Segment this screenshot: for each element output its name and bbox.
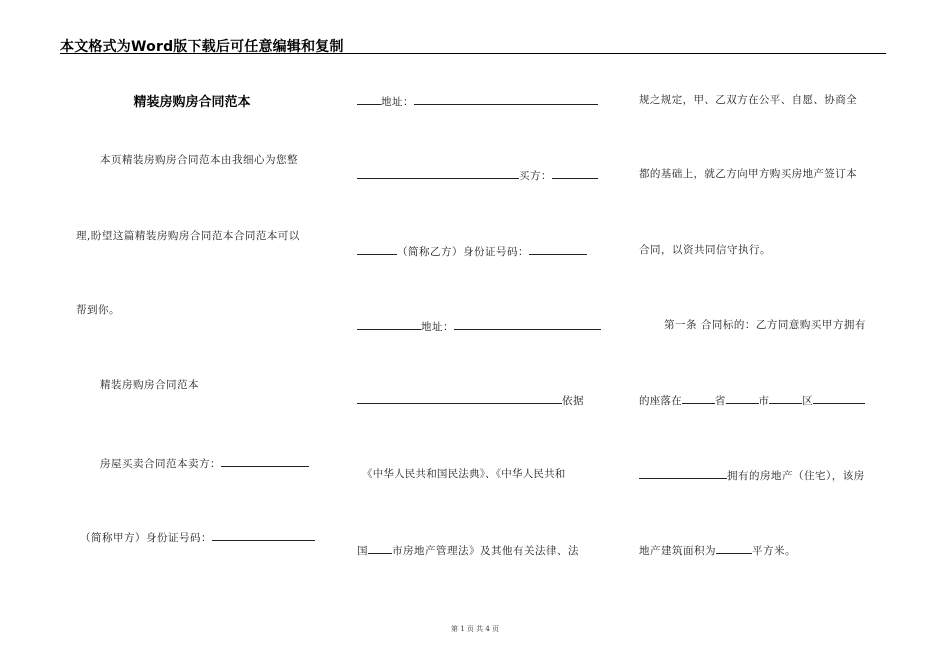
country-text: 国 [357, 545, 368, 557]
paragraph-line: 精装房购房合同范本 [100, 379, 199, 391]
city-blank [368, 542, 392, 554]
buyer-id-line [357, 243, 587, 259]
seller-label: 房屋买卖合同范本卖方： [100, 458, 221, 470]
city-label: 市 [758, 395, 770, 407]
district-blank [769, 392, 802, 404]
seller-id-line [80, 529, 315, 545]
city-law-line [357, 542, 579, 558]
basis-blank [357, 392, 562, 404]
seller-address-blank [414, 93, 598, 105]
buyer-address-blank [454, 318, 601, 330]
page-number: 第 1 页 共 4 页 [450, 625, 500, 633]
area-blank [716, 542, 752, 554]
province-blank [682, 392, 715, 404]
basis-label: 依据 [562, 395, 584, 407]
paragraph-line: 都的基础上，就乙方向甲方购买房地产签订本 [639, 168, 857, 180]
buyer-line [357, 167, 598, 183]
buyer-address-prefix-blank [357, 318, 421, 330]
banner-divider [60, 53, 886, 54]
article-one-line: 第一条 合同标的：乙方同意购买甲方拥有 [664, 319, 866, 331]
paragraph-line: 帮到你。 [76, 304, 120, 316]
district-label: 区 [802, 395, 813, 407]
paragraph-line: 理,盼望这篇精装房购房合同范本合同范本可以 [76, 230, 300, 242]
paragraph-line: 合同，以资共同信守执行。 [639, 244, 771, 256]
buyer-label: 买方： [519, 170, 552, 182]
seller-address-line [357, 93, 598, 109]
buyer-blank [552, 167, 598, 179]
seller-id-blank [212, 529, 315, 541]
document-title: 精装房购房合同范本 [133, 95, 251, 110]
owner-blank [639, 467, 727, 479]
buyer-id-label: （简称乙方）身份证号码： [397, 246, 529, 258]
seller-blank [221, 455, 309, 467]
seller-line [100, 455, 309, 471]
basis-line [357, 392, 584, 408]
area-label: 地产建筑面积为 [639, 545, 716, 557]
buyer-id-blank [529, 243, 587, 255]
city-law-text: 市房地产管理法》及其他有关法律、法 [392, 545, 579, 557]
buyer-prefix-blank [357, 167, 519, 179]
province-label: 省 [714, 395, 726, 407]
area-unit: 平方米。 [752, 545, 796, 557]
paragraph-line: 《中华人民共和国民法典》、《中华人民共和 [362, 468, 566, 480]
seller-id-label: （简称甲方）身份证号码： [80, 532, 212, 544]
location-line [639, 392, 865, 408]
property-text: 拥有的房地产（住宅），该房 [727, 470, 865, 482]
buyer-address-line [357, 318, 601, 334]
property-line [639, 467, 865, 483]
area-line [639, 542, 796, 558]
address-prefix-blank [357, 93, 381, 105]
city-blank [726, 392, 759, 404]
district-detail-blank [813, 392, 865, 404]
paragraph-line: 规之规定，甲、乙双方在公平、自愿、协商全 [639, 94, 857, 106]
address-label: 地址： [421, 321, 454, 333]
location-label: 的座落在 [639, 395, 682, 407]
buyer-id-prefix-blank [357, 243, 397, 255]
address-label: 地址： [381, 96, 414, 108]
paragraph-line: 本页精装房购房合同范本由我细心为您整 [100, 154, 298, 166]
document-banner: 本文格式为Word版下载后可任意编辑和复制 [60, 39, 344, 55]
